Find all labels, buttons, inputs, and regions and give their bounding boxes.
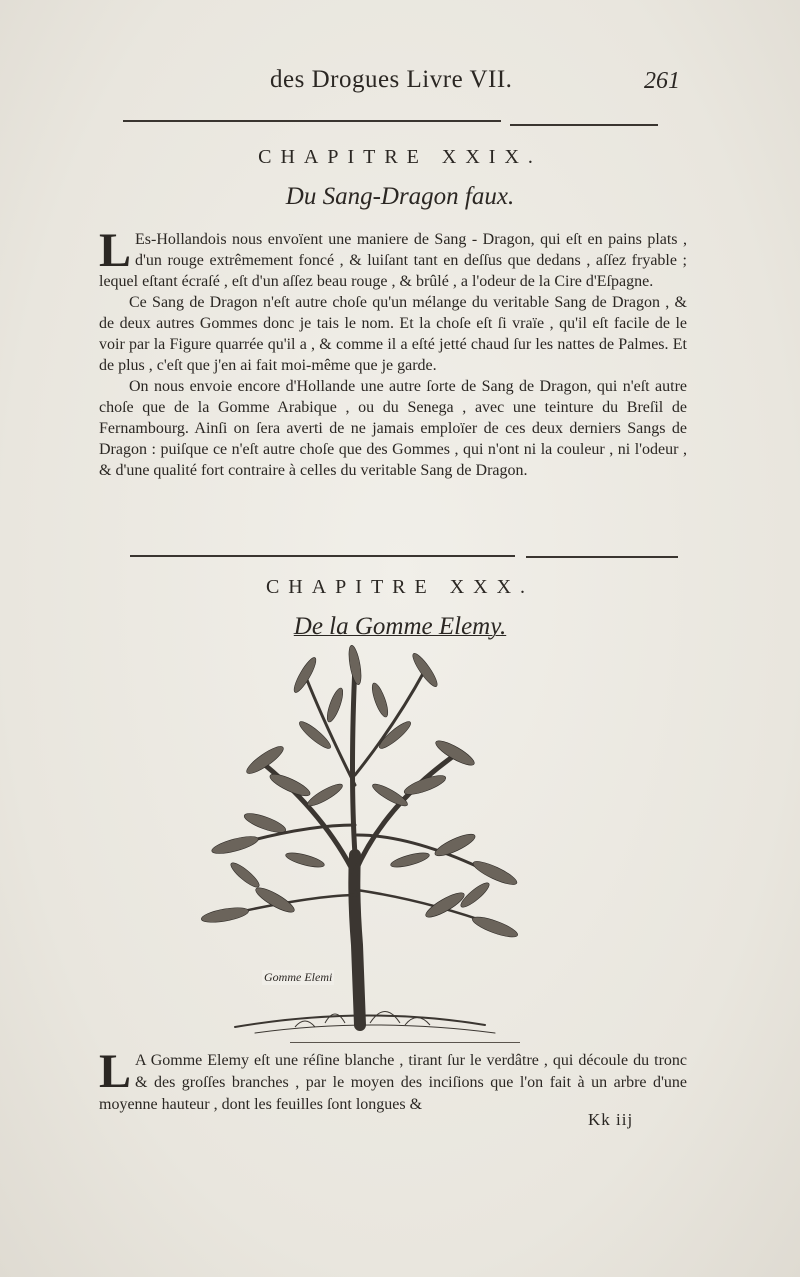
chapter-29-paragraph-1-text: Es-Hollandois nous envoïent une maniere de Sang - Dragon, qui eſt en pains plats , d'un rouge extrêmement foncé , & luiſant tant en deſſus que dedans , aſſez fryable ; lequel eſtant écraſé , eſt d'un aſſez beau rouge , & brûlé , a l'odeur de la Cire d'Eſpagne. xyxy=(99,231,687,290)
page-number: 261 xyxy=(644,68,680,94)
chapter-29-heading: CHAPITRE XXIX. xyxy=(258,146,542,168)
chapter-29-body xyxy=(99,224,687,481)
chapter-29-paragraph-3: On nous envoie encore d'Hollande une autre ſorte de Sang de Dragon, qui n'eſt autre choſe que de la Gomme Arabique , ou du Senega , avec une teinture du Breſil de Fernambourg. Ainſi on ſera averti de ne jamais emploïer de ces deux derniers Sangs de Dragon : puiſque ce n'eſt autre choſe que des Gommes , qui n'ont ni la couleur , ni l'odeur , & d'une qualité fort contraire à celles du veritable Sang de Dragon. xyxy=(99,378,687,479)
signature-mark: Kk iij xyxy=(588,1110,634,1129)
chapter-30-paragraph-1 xyxy=(99,1045,687,1116)
section-rule-right xyxy=(526,556,678,561)
gomme-elemy-tree-illustration xyxy=(195,645,535,1045)
chapter-30-dropcap: L xyxy=(99,1045,132,1098)
section-rule-left xyxy=(130,555,515,560)
header-rule-left xyxy=(123,120,501,125)
chapter-30-heading: CHAPITRE XXX. xyxy=(265,576,535,598)
running-title: des Drogues Livre VII. xyxy=(270,66,513,93)
figure-baseline-rule xyxy=(290,1042,520,1043)
chapter-30-paragraph-1-text: A Gomme Elemy eſt une réſine blanche , tirant ſur le verdâtre , qui découle du tronc & des groſſes branches , par le moyen des inciſions que l'on fait à un arbre d'une moyenne hauteur , dont les feuilles ſont longues & xyxy=(99,1052,687,1113)
chapter-29-paragraph-2: Ce Sang de Dragon n'eſt autre choſe qu'un mélange du veritable Sang de Dragon , & de deux autres Gommes donc je tais le nom. Et la choſe eſt ſi vraïe , qu'il eſt facile de le voir par la Figure quarrée qu'il a , & comme il a eſté jetté chaud ſur les nattes de Palmes. Et de plus , c'eſt que j'en ai fait moi-même que je garde. xyxy=(99,294,687,374)
figure-caption: Gomme Elemi xyxy=(264,970,333,984)
chapter-30-subheading: De la Gomme Elemy. xyxy=(293,613,507,640)
chapter-29-paragraph-1 xyxy=(99,224,687,292)
chapter-29-subheading: Du Sang-Dragon faux. xyxy=(285,183,515,210)
chapter-29-dropcap: L xyxy=(99,224,132,277)
running-head xyxy=(260,66,680,102)
header-rule-right xyxy=(510,124,658,129)
chapter-30-body xyxy=(99,1045,687,1116)
